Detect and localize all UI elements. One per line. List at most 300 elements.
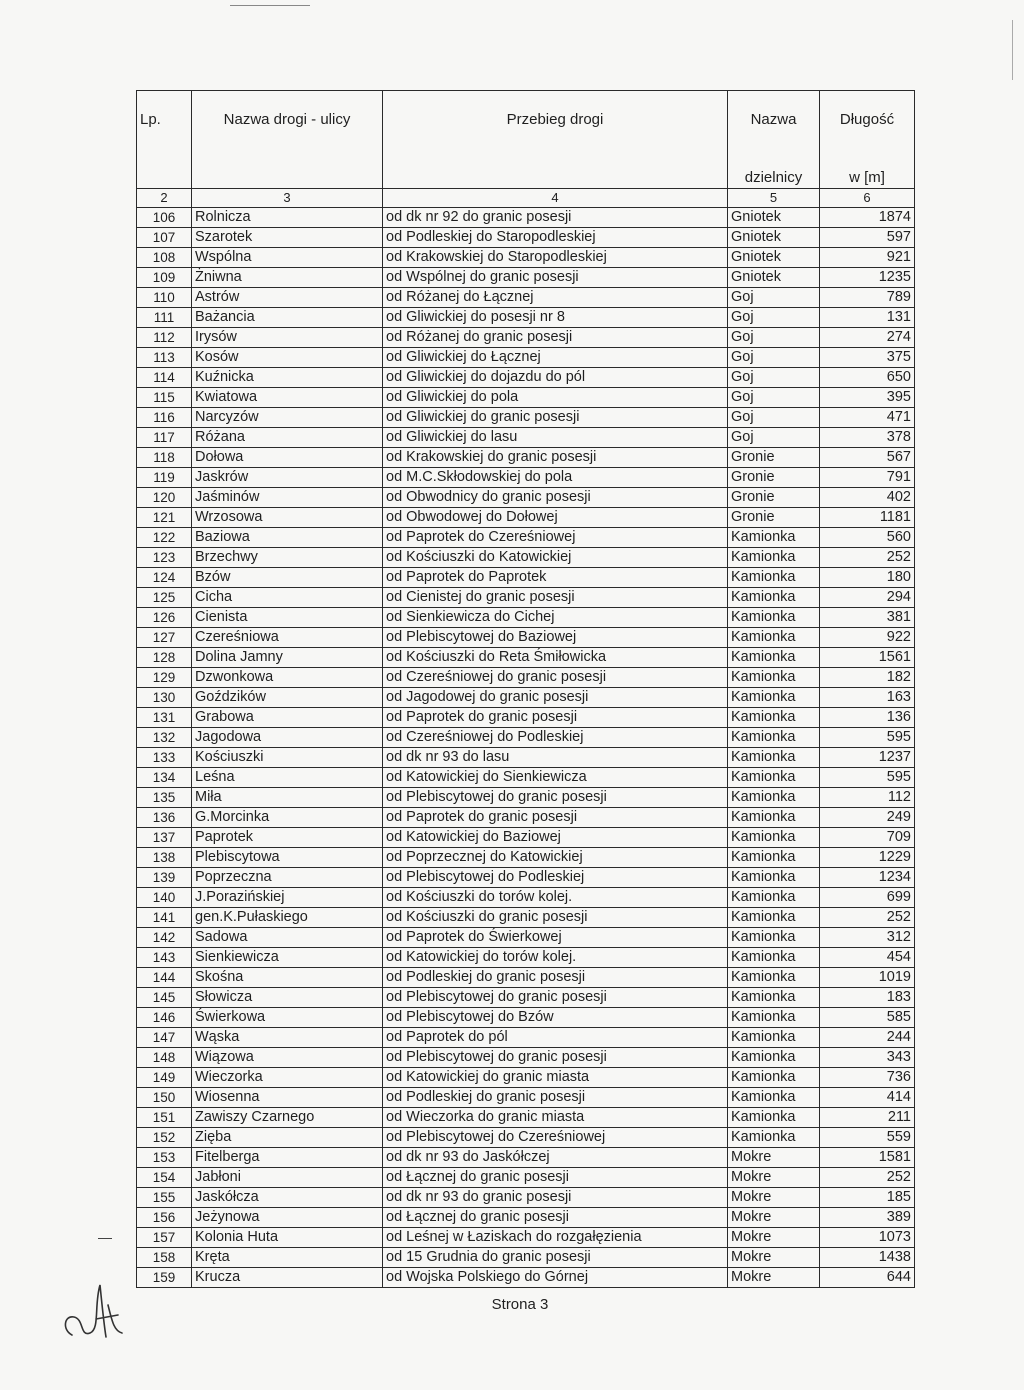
row-route: od Kościuszki do Reta Śmiłowicka [383,648,728,668]
handwritten-signature [60,1275,130,1355]
row-road-name: Wiosenna [192,1088,383,1108]
table-row [137,1008,915,1028]
table-row [137,1088,915,1108]
row-district: Kamionka [728,768,820,788]
row-road-name: Krucza [192,1268,383,1288]
row-route: od Wspólnej do granic posesji [383,268,728,288]
row-road-name: Leśna [192,768,383,788]
row-district: Goj [728,388,820,408]
row-road-name: Grabowa [192,708,383,728]
row-district: Kamionka [728,1028,820,1048]
row-road-name: Bażancia [192,308,383,328]
row-route: od Plebiscytowej do Podleskiej [383,868,728,888]
row-district: Gronie [728,508,820,528]
row-length: 1235 [820,268,915,288]
table-row [137,908,915,928]
row-length: 343 [820,1048,915,1068]
row-length: 402 [820,488,915,508]
row-road-name: Kręta [192,1248,383,1268]
row-route: od Różanej do granic posesji [383,328,728,348]
row-route: od Katowickiej do granic miasta [383,1068,728,1088]
row-district: Kamionka [728,888,820,908]
row-length: 252 [820,1168,915,1188]
row-road-name: Zawiszy Czarnego [192,1108,383,1128]
row-district: Gronie [728,468,820,488]
row-district: Kamionka [728,868,820,888]
row-district: Kamionka [728,1048,820,1068]
row-lp: 120 [137,488,192,508]
row-route: od Podleskiej do granic posesji [383,1088,728,1108]
row-route: od Leśnej w Łaziskach do rozgałęzienia [383,1228,728,1248]
row-length: 1561 [820,648,915,668]
row-route: od Kościuszki do Katowickiej [383,548,728,568]
table-row [137,728,915,748]
row-district: Kamionka [728,808,820,828]
row-district: Kamionka [728,568,820,588]
row-lp: 118 [137,448,192,468]
table-row [137,448,915,468]
row-road-name: Wrzosowa [192,508,383,528]
header-district [728,91,820,189]
row-route: od Plebiscytowej do granic posesji [383,1048,728,1068]
row-road-name: Kosów [192,348,383,368]
row-lp: 141 [137,908,192,928]
row-road-name: Jabłoni [192,1168,383,1188]
row-length: 1237 [820,748,915,768]
row-road-name: Kuźnicka [192,368,383,388]
row-length: 252 [820,908,915,928]
column-number-row [137,189,915,208]
row-lp: 130 [137,688,192,708]
row-lp: 153 [137,1148,192,1168]
row-road-name: Goździków [192,688,383,708]
row-route: od Plebiscytowej do Baziowej [383,628,728,648]
row-road-name: Sadowa [192,928,383,948]
row-road-name: Sienkiewicza [192,948,383,968]
row-lp: 106 [137,208,192,228]
row-length: 585 [820,1008,915,1028]
row-route: od Sienkiewicza do Cichej [383,608,728,628]
row-road-name: Cicha [192,588,383,608]
row-length: 381 [820,608,915,628]
row-route: od Czereśniowej do granic posesji [383,668,728,688]
row-route: od dk nr 93 do granic posesji [383,1188,728,1208]
column-number: 3 [192,189,383,208]
row-road-name: Dolina Jamny [192,648,383,668]
scan-artifact-line [230,5,310,6]
row-district: Kamionka [728,908,820,928]
row-district: Kamionka [728,1088,820,1108]
row-lp: 143 [137,948,192,968]
row-lp: 145 [137,988,192,1008]
row-length: 471 [820,408,915,428]
row-length: 252 [820,548,915,568]
row-district: Gronie [728,488,820,508]
row-lp: 108 [137,248,192,268]
row-length: 185 [820,1188,915,1208]
table-row [137,528,915,548]
row-route: od Różanej do Łącznej [383,288,728,308]
row-length: 560 [820,528,915,548]
row-road-name: Wąska [192,1028,383,1048]
row-length: 414 [820,1088,915,1108]
row-road-name: Świerkowa [192,1008,383,1028]
table-row [137,748,915,768]
table-row [137,368,915,388]
row-route: od Łącznej do granic posesji [383,1208,728,1228]
row-lp: 133 [137,748,192,768]
row-length: 1581 [820,1148,915,1168]
row-district: Mokre [728,1248,820,1268]
table-row [137,508,915,528]
table-row [137,1028,915,1048]
row-lp: 111 [137,308,192,328]
row-length: 112 [820,788,915,808]
row-lp: 107 [137,228,192,248]
row-lp: 112 [137,328,192,348]
row-district: Kamionka [728,668,820,688]
row-district: Kamionka [728,788,820,808]
table-row [137,388,915,408]
row-length: 1874 [820,208,915,228]
row-district: Kamionka [728,1068,820,1088]
row-route: od Paprotek do Czereśniowej [383,528,728,548]
row-district: Mokre [728,1228,820,1248]
row-route: od Kościuszki do granic posesji [383,908,728,928]
table-header-row [137,91,915,189]
row-route: od Katowickiej do Baziowej [383,828,728,848]
row-road-name: Różana [192,428,383,448]
row-district: Kamionka [728,528,820,548]
row-route: od dk nr 93 do lasu [383,748,728,768]
row-road-name: Jaskrów [192,468,383,488]
row-lp: 132 [137,728,192,748]
row-route: od Cienistej do granic posesji [383,588,728,608]
row-road-name: Miła [192,788,383,808]
row-district: Kamionka [728,1008,820,1028]
header-length-bottom: w [m] [849,169,885,186]
row-lp: 151 [137,1108,192,1128]
row-route: od Plebiscytowej do Bzów [383,1008,728,1028]
column-number: 6 [820,189,915,208]
header-length [820,91,915,189]
row-route: od Gliwickiej do lasu [383,428,728,448]
row-road-name: Paprotek [192,828,383,848]
table-row [137,548,915,568]
row-lp: 125 [137,588,192,608]
row-lp: 119 [137,468,192,488]
row-length: 921 [820,248,915,268]
row-district: Mokre [728,1188,820,1208]
row-road-name: Kwiatowa [192,388,383,408]
row-lp: 115 [137,388,192,408]
row-route: od Podleskiej do granic posesji [383,968,728,988]
row-district: Kamionka [728,648,820,668]
scan-artifact-edge [1012,20,1013,80]
header-route: Przebieg drogi [383,91,728,189]
row-lp: 142 [137,928,192,948]
row-route: od Paprotek do pól [383,1028,728,1048]
roads-table [136,90,915,1288]
row-route: od Paprotek do granic posesji [383,708,728,728]
row-road-name: Kolonia Huta [192,1228,383,1248]
table-row [137,248,915,268]
row-lp: 158 [137,1248,192,1268]
row-route: od Kościuszki do torów kolej. [383,888,728,908]
row-length: 595 [820,728,915,748]
row-road-name: Poprzeczna [192,868,383,888]
table-row [137,268,915,288]
table-body [137,208,915,1288]
table-row [137,848,915,868]
row-length: 294 [820,588,915,608]
row-district: Mokre [728,1168,820,1188]
row-route: od M.C.Skłodowskiej do pola [383,468,728,488]
row-length: 375 [820,348,915,368]
table-row [137,648,915,668]
table-row [137,1168,915,1188]
row-route: od Czereśniowej do Podleskiej [383,728,728,748]
row-road-name: Brzechwy [192,548,383,568]
row-length: 1234 [820,868,915,888]
row-route: od Gliwickiej do posesji nr 8 [383,308,728,328]
row-road-name: Wiązowa [192,1048,383,1068]
row-road-name: Astrów [192,288,383,308]
table-row [137,1268,915,1288]
row-district: Kamionka [728,628,820,648]
row-length: 1181 [820,508,915,528]
row-district: Goj [728,348,820,368]
row-road-name: Jaśminów [192,488,383,508]
row-lp: 159 [137,1268,192,1288]
row-lp: 116 [137,408,192,428]
row-lp: 117 [137,428,192,448]
row-lp: 139 [137,868,192,888]
row-length: 650 [820,368,915,388]
row-lp: 109 [137,268,192,288]
header-road-name: Nazwa drogi - ulicy [192,91,383,189]
table-row [137,408,915,428]
row-road-name: Rolnicza [192,208,383,228]
header-length-top: Długość [839,111,895,128]
row-route: od Krakowskiej do granic posesji [383,448,728,468]
row-lp: 123 [137,548,192,568]
row-road-name: Baziowa [192,528,383,548]
row-length: 1073 [820,1228,915,1248]
row-road-name: Kościuszki [192,748,383,768]
table-row [137,1048,915,1068]
row-road-name: Szarotek [192,228,383,248]
row-district: Goj [728,288,820,308]
row-length: 312 [820,928,915,948]
table-row [137,608,915,628]
table-row [137,1108,915,1128]
table-row [137,888,915,908]
table-row [137,208,915,228]
row-length: 180 [820,568,915,588]
table-row [137,828,915,848]
row-road-name: Dzwonkowa [192,668,383,688]
row-lp: 114 [137,368,192,388]
row-road-name: Zięba [192,1128,383,1148]
row-district: Kamionka [728,688,820,708]
row-length: 559 [820,1128,915,1148]
row-lp: 146 [137,1008,192,1028]
row-road-name: Wieczorka [192,1068,383,1088]
row-length: 389 [820,1208,915,1228]
row-route: od dk nr 93 do Jaskółczej [383,1148,728,1168]
row-route: od Plebiscytowej do granic posesji [383,988,728,1008]
row-lp: 150 [137,1088,192,1108]
row-length: 249 [820,808,915,828]
row-district: Kamionka [728,708,820,728]
table-row [137,308,915,328]
table-row [137,788,915,808]
table-row [137,288,915,308]
row-route: od dk nr 92 do granic posesji [383,208,728,228]
margin-mark [98,1238,112,1239]
row-length: 644 [820,1268,915,1288]
row-route: od Paprotek do granic posesji [383,808,728,828]
row-district: Kamionka [728,828,820,848]
row-lp: 138 [137,848,192,868]
row-road-name: Jeżynowa [192,1208,383,1228]
table-row [137,688,915,708]
row-road-name: Jagodowa [192,728,383,748]
row-length: 163 [820,688,915,708]
row-district: Goj [728,368,820,388]
row-lp: 140 [137,888,192,908]
row-road-name: Jaskółcza [192,1188,383,1208]
row-route: od Wieczorka do granic miasta [383,1108,728,1128]
row-route: od Gliwickiej do pola [383,388,728,408]
row-district: Kamionka [728,928,820,948]
row-length: 1438 [820,1248,915,1268]
row-district: Kamionka [728,1128,820,1148]
table-row [137,968,915,988]
table-row [137,228,915,248]
row-district: Gronie [728,448,820,468]
row-lp: 122 [137,528,192,548]
row-lp: 137 [137,828,192,848]
row-route: od Paprotek do Paprotek [383,568,728,588]
row-length: 136 [820,708,915,728]
header-district-top: Nazwa [750,111,797,128]
row-length: 791 [820,468,915,488]
row-length: 395 [820,388,915,408]
row-district: Goj [728,308,820,328]
header-district-bottom: dzielnicy [744,169,803,186]
row-route: od Obwodnicy do granic posesji [383,488,728,508]
table-row [137,1188,915,1208]
row-lp: 121 [137,508,192,528]
row-lp: 124 [137,568,192,588]
row-length: 182 [820,668,915,688]
row-road-name: Irysów [192,328,383,348]
row-district: Kamionka [728,968,820,988]
row-route: od Krakowskiej do Staropodleskiej [383,248,728,268]
row-road-name: Fitelberga [192,1148,383,1168]
row-district: Mokre [728,1268,820,1288]
row-road-name: Bzów [192,568,383,588]
row-length: 1019 [820,968,915,988]
column-number: 5 [728,189,820,208]
table-row [137,868,915,888]
row-district: Kamionka [728,1108,820,1128]
row-district: Mokre [728,1208,820,1228]
column-number: 2 [137,189,192,208]
row-route: od Poprzecznej do Katowickiej [383,848,728,868]
row-district: Goj [728,428,820,448]
row-road-name: Czereśniowa [192,628,383,648]
table-row [137,588,915,608]
table-row [137,488,915,508]
row-route: od Gliwickiej do granic posesji [383,408,728,428]
row-route: od Podleskiej do Staropodleskiej [383,228,728,248]
table-row [137,988,915,1008]
header-lp: Lp. [137,91,192,189]
row-lp: 147 [137,1028,192,1048]
row-route: od Wojska Polskiego do Górnej [383,1268,728,1288]
row-lp: 129 [137,668,192,688]
row-route: od Plebiscytowej do granic posesji [383,788,728,808]
row-lp: 148 [137,1048,192,1068]
row-route: od Gliwickiej do Łącznej [383,348,728,368]
row-route: od Obwodowej do Dołowej [383,508,728,528]
table-row [137,428,915,448]
row-length: 244 [820,1028,915,1048]
row-lp: 157 [137,1228,192,1248]
row-district: Gniotek [728,248,820,268]
table-row [137,928,915,948]
row-lp: 110 [137,288,192,308]
column-number: 4 [383,189,728,208]
row-lp: 152 [137,1128,192,1148]
table-row [137,808,915,828]
table-row [137,468,915,488]
table-row [137,768,915,788]
table-row [137,1208,915,1228]
table-row [137,628,915,648]
row-lp: 126 [137,608,192,628]
row-district: Gniotek [728,208,820,228]
row-district: Kamionka [728,608,820,628]
row-district: Kamionka [728,748,820,768]
table-row [137,568,915,588]
row-route: od Jagodowej do granic posesji [383,688,728,708]
row-road-name: Plebiscytowa [192,848,383,868]
row-district: Mokre [728,1148,820,1168]
row-road-name: Słowicza [192,988,383,1008]
table-row [137,1068,915,1088]
table-row [137,1128,915,1148]
row-lp: 149 [137,1068,192,1088]
row-length: 378 [820,428,915,448]
row-lp: 155 [137,1188,192,1208]
row-route: od Katowickiej do Sienkiewicza [383,768,728,788]
row-lp: 127 [137,628,192,648]
row-district: Kamionka [728,848,820,868]
row-district: Kamionka [728,588,820,608]
row-length: 454 [820,948,915,968]
row-length: 595 [820,768,915,788]
row-road-name: gen.K.Pułaskiego [192,908,383,928]
row-length: 567 [820,448,915,468]
row-route: od 15 Grudnia do granic posesji [383,1248,728,1268]
row-length: 183 [820,988,915,1008]
row-road-name: Żniwna [192,268,383,288]
table-row [137,668,915,688]
